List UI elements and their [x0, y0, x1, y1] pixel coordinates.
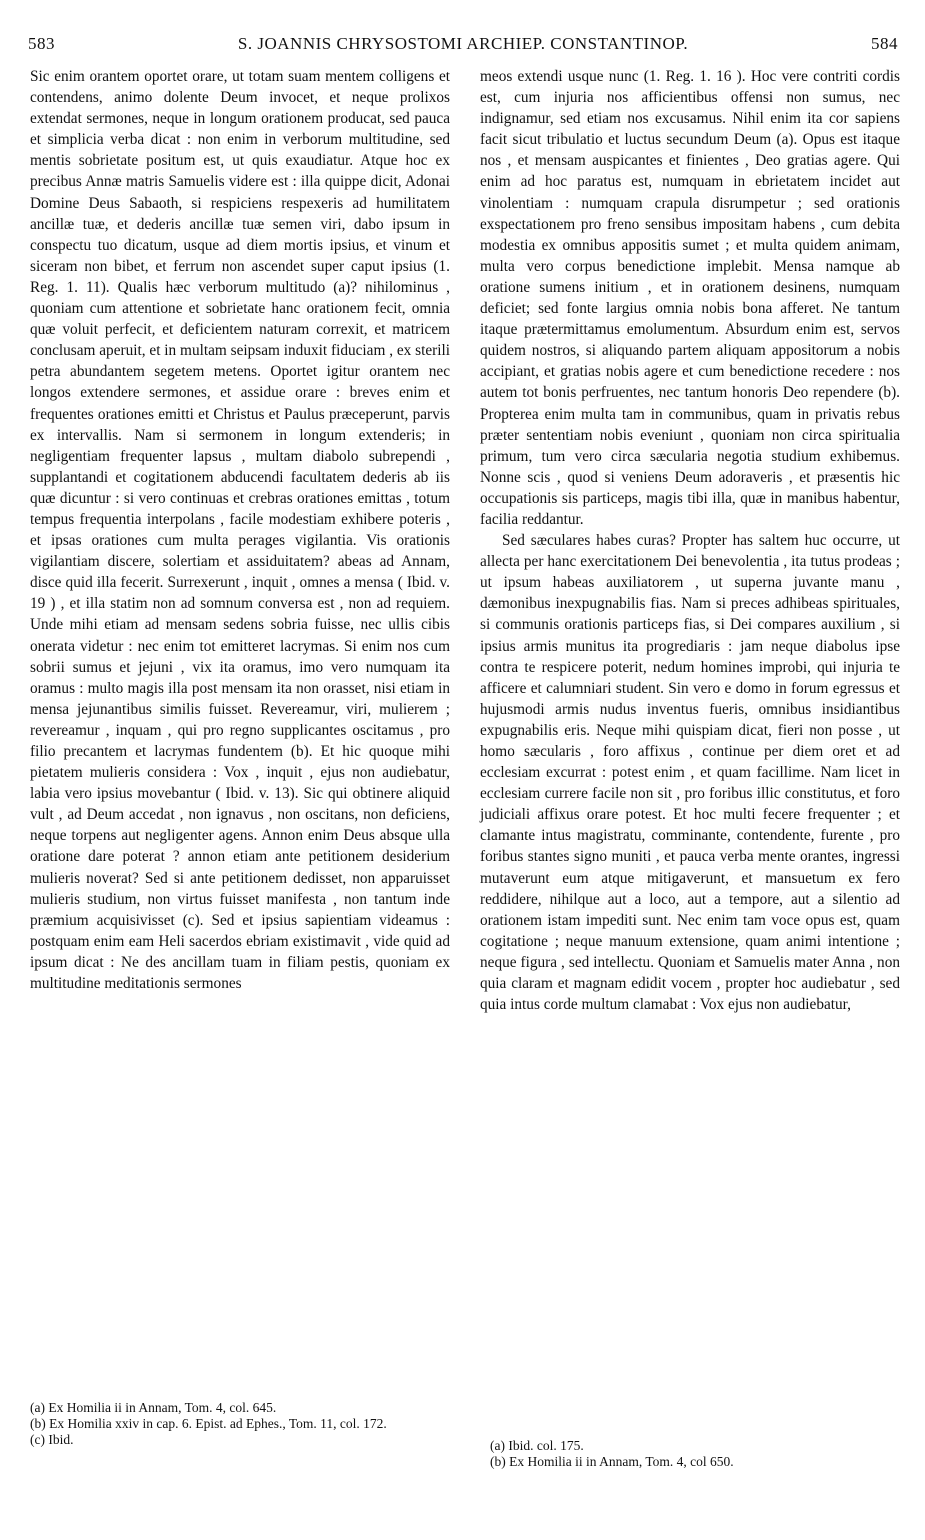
left-column-text: Sic enim orantem oportet orare, ut totam suam mentem colligens et contendens, animo dolente Deum invocet, et neque prolixos extendat sermones, neque in longum orationem producat, sed pauca et simplicia verba dicat : non enim in verborum multitudine, sed mentis sobrietate positum est, ut quis exaudiatur. Atque hoc ex precibus Annæ matris Samuelis videre est : illa quippe dicit, Adonai Domine Deus Sabaoth, si respiciens respexeris ad humilitatem ancillæ tuæ, et dederis ancillæ tuæ semen viri, dabo ipsum in conspectu tuo dicatum, usque ad diem mortis ipsius, et vinum et siceram non bibet, et ferrum non ascendet super caput ipsius (1. Reg. 1. 11). Qualis hæc verborum multitudo (a)? nihilominus , quoniam cum attentione et sobrietate hanc orationem fecit, omnia quæ voluit perfecit, et deficientem naturam correxit, et matricem conclusam aperuit, et in multam seipsam induxit fiduciam , ex sterili petra abundantem segetem metens. Oportet igitur orantem nec longos extendere sermones, et assidue orare : breves enim et frequentes orationes emitti et Christus et Paulus præceperunt, parvis ex intervallis. Nam si sermonem in longum extenderis; in negligentiam frequenter lapsus , multam diabolo subrependi , supplantandi et cogitationem abducendi facultatem dederis ab iis quæ dicuntur : si vero continuas et crebras orationes emittas , totum tempus frequentia interpolans , facile modestiam exhibere poteris , et ipsas orationes cum multa perages vigilantia. Vis orationis vigilantiam discere, solertiam et assiduitatem? abeas ad Annam, disce quid illa fecerit. Surrexerunt , inquit , omnes a mensa ( Ibid. v. 19 ) , et illa statim non ad somnum conversa est , non ad requiem. Unde mihi etiam ad mensam sedens sobria fuisse, nec ullis cibis onerata videtur : nec enim tot emitteret lacrymas. Si enim nos cum sobrii sumus et jejuni , vix ita oramus, imo vero numquam ita oramus : multo magis illa post mensam ita non orasset, nisi etiam in mensa jejunantibus similis fuisset. Revereamur, viri, mulierem ; revereamur , inquam , qui pro regno supplicantes oscitamus , pro filio precantem et lacrymas fundentem (b). Et hic quoque mihi pietatem mulieris considera : Vox , inquit , ejus non audiebatur, labia vero ipsius movebantur ( Ibid. v. 13). Sic qui obtinere aliquid vult , ad Deum accedat , non ignavus , non oscitans, non deficiens, neque torpens aut negligenter agens. Annon enim Deus absque ulla oratione dare poterat ? annon etiam ante petitionem desiderium mulieris noverat? Sed si ante petitionem dedisset, non apparuisset mulieris studium, non virtus fuisset manifesta , non tantum inde præmium acquisivisset (c). Sed et ipsius sapientiam videamus : postquam enim eam Heli sacerdos ebriam existimavit , vide quid ad ipsum dicat : Ne des ancillam tuam in filiam pestis, quoniam ex multitudine meditationis sermones	[30, 68, 450, 993]
left-column	[30, 66, 450, 994]
right-column-paragraph-2: Sed sæculares habes curas? Propter has saltem huc occurre, ut allecta per hanc exercitationem Dei benevolentia , ita tutus prodeas ; ut ipsum habeas auxiliatorem , ut superna juvante manu , dæmonibus inexpugnabilis fias. Nam si preces adhibeas spirituales, si communis orationis particeps fias, si Dei compares auxilium , si ipsius armis munitus ita progrediaris : jam neque diabolus ipse contra te respicere poterit, nedum homines improbi, qui injuria te afficere et calumniari student. Sin vero e domo in forum egressus et hujusmodi armis nudus inventus fueris, omnibus insidiantibus expugnabilis eris. Neque mihi quispiam dicat, fieri non posse , ut homo sæcularis , foro affixus , continue per diem oret et ad ecclesiam excurrat : potest enim , et quam facillime. Nam licet in ecclesiam currere facile non sit , pro foribus illic constitutus, et foro judiciali affixus orare potest. Et hoc multi fecere frequenter ; et clamante intus magistratu, comminante, contendente, furente , pro foribus stantes signo muniti , et pauca verba mente orantes, ingressi mutaverunt eum atque mitigaverunt, et mansuetum ex fero reddidere, nihilque aut a loco, aut a tempore, aut a silentio ad orationem istam impediti sunt. Nec enim tam voce opus est, quam cogitatione ; neque manuum extensione, quam animi intentione ; neque figura , sed intellectu. Quoniam et Samuelis mater Anna , non quia claram et magnam edidit vocem , propter hoc audiebatur , sed quia intus corde multum clamabat : Vox ejus non audiebatur,	[480, 532, 900, 1014]
right-column	[480, 66, 900, 1015]
footnote: (a) Ibid. col. 175.	[490, 1438, 584, 1453]
footnote: (a) Ex Homilia ii in Annam, Tom. 4, col. 645.	[30, 1400, 277, 1415]
page-number-right: 584	[871, 34, 898, 53]
right-column-paragraph-1: meos extendi usque nunc (1. Reg. 1. 16 ). Hoc vere contriti cordis est, cum injuria nos afficientibus offensi non sumus, nec indignamur, sed etiam nos excusamus. Nihil enim ita cor sapiens facit sicut tribulatio et luctus secundum Deum (a). Opus est itaque nos , et mensam auspicantes et finientes , Deo gratias agere. Qui enim ad hoc paratus est, numquam in ebrietatem incidet aut vinolentiam : numquam crapula disrumpetur ; sed orationis exspectationem pro freno sensibus impositam habens , cum debita modestia ex omnibus appositis sumet ; et multa quidem animam, multa vero corpus benedictione implebit. Mensa namque ab oratione sumens initium , et in orationem desinens, numquam deficiet; sed fonte largius omnia nobis bona afferet. Ne tantum itaque prætermittamus emolumentum. Absurdum enim est, servos quidem nostros, si aliquando partem aliquam appositorum a nobis accipiant, et gratias nobis agere et cum benedictione recedere : nos autem tot bonis perfruentes, nec tantum honoris Deo rependere (b). Propterea enim multa tam in communibus, quam in privatis rebus præter sententiam nobis eveniunt , quoniam non circa spiritualia primum, tum vero circa sæcularia negotia studium exhibemus. Nonne scis , quod si veniens Deum adoraveris , et præsentis hic occupationis sis particeps, magis tibi illa, quæ in manibus habentur, facilia reddantur.	[480, 68, 900, 528]
running-title: S. JOANNIS CHRYSOSTOMI ARCHIEP. CONSTANTINOP.	[237, 34, 689, 53]
footnote: (b) Ex Homilia ii in Annam, Tom. 4, col 650.	[490, 1454, 734, 1469]
running-header	[28, 34, 898, 58]
footnote: (b) Ex Homilia xxiv in cap. 6. Epist. ad Ephes., Tom. 11, col. 172.	[30, 1416, 387, 1431]
footnotes-right	[490, 1438, 890, 1470]
footnote: (c) Ibid.	[30, 1432, 74, 1447]
page-number-left: 583	[28, 34, 55, 53]
footnotes-left	[30, 1400, 450, 1448]
